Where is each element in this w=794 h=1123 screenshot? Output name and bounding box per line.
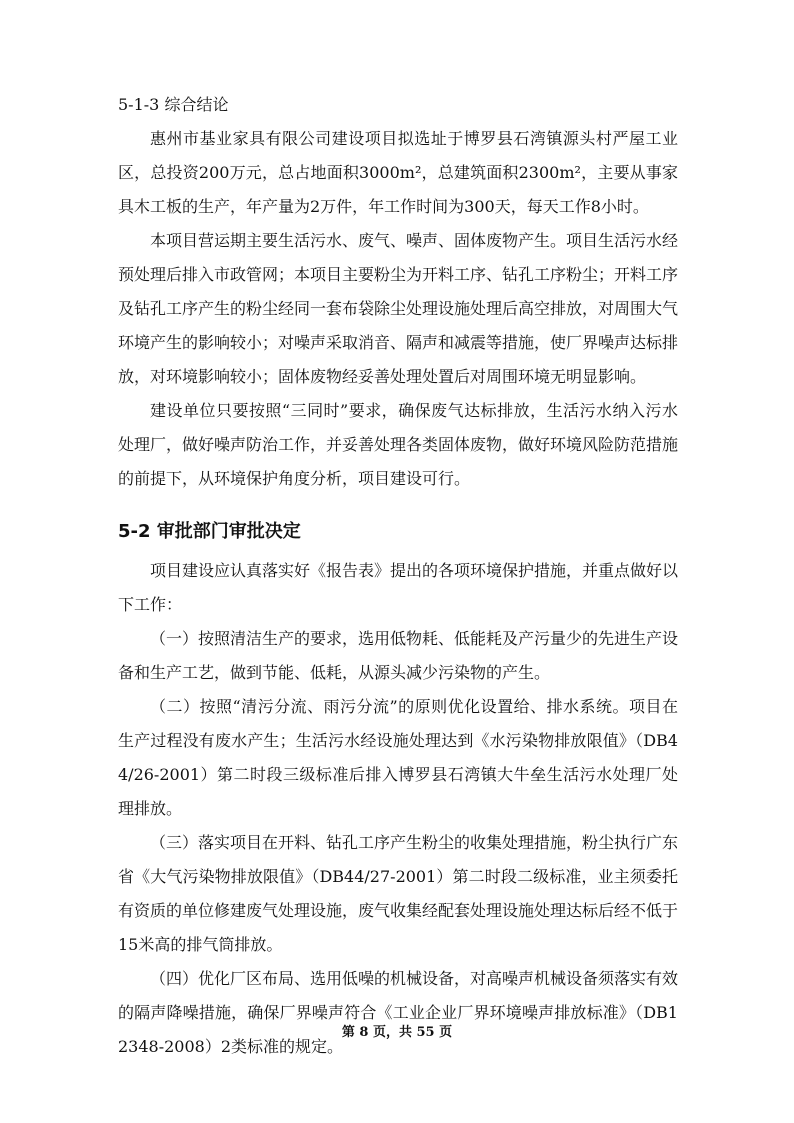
paragraph-pollutant-summary: 本项目营运期主要生活污水、废气、噪声、固体废物产生。项目生活污水经预处理后排入市政管网；本项目主要粉尘为开料工序、钻孔工序粉尘；开料工序及钻孔工序产生的粉尘经同一套布袋除尘处理设施处理后高空排放，对周围大气环境产生的影响较小；对噪声采取消音、隔声和减震等措施，使厂界噪声达标排放，对环境影响较小；固体废物经妥善处理处置后对周围环境无明显影响。 (118, 231, 679, 386)
paragraph-water-system: （二）按照“清污分流、雨污分流”的原则优化设置给、排水系统。项目在生产过程没有废水产生；生活污水经设施处理达到《水污染物排放限值》（DB44/26-2001）第二时段三级标准后排入博罗县石湾镇大牛垒生活污水处理厂处理排放。 (118, 697, 678, 818)
subsection-heading-5-1-3: 5-1-3 综合结论 (118, 95, 229, 114)
paragraph-dust-treatment: （三）落实项目在开料、钻孔工序产生粉尘的收集处理措施，粉尘执行广东省《大气污染物排放限值》（DB44/27-2001）第二时段二级标准，业主须委托有资质的单位修建废气处理设施，废气收集经配套处理设施处理达标后经不低于15米高的排气筒排放。 (118, 833, 679, 954)
paragraph-project-summary: 惠州市基业家具有限公司建设项目拟选址于博罗县石湾镇源头村严屋工业区，总投资200万元，总占地面积3000m²，总建筑面积2300m²，主要从事家具木工板的生产，年产量为2万件，年工作时间为300天，每天工作8小时。 (118, 129, 678, 216)
page-footer: 第 8 页，共 55 页 (341, 1025, 453, 1040)
paragraph-approval-intro: 项目建设应认真落实好《报告表》提出的各项环境保护措施，并重点做好以下工作： (118, 561, 679, 614)
paragraph-feasibility-conclusion: 建设单位只要按照“三同时”要求，确保废气达标排放，生活污水纳入污水处理厂，做好噪声防治工作，并妥善处理各类固体废物，做好环境风险防范措施的前提下，从环境保护角度分析，项目建设可行。 (118, 401, 679, 488)
paragraph-noise-control: （四）优化厂区布局、选用低噪的机械设备，对高噪声机械设备须落实有效的隔声降噪措施，确保厂界噪声符合《工业企业厂界环境噪声排放标准》（DB12348-2008）2类标准的规定。 (118, 969, 679, 1056)
section-heading-5-2: 5-2 审批部门审批决定 (118, 521, 301, 542)
paragraph-clean-production: （一）按照清洁生产的要求，选用低物耗、低能耗及产污量少的先进生产设备和生产工艺，做到节能、低耗，从源头减少污染物的产生。 (118, 629, 679, 682)
document-content (118, 88, 678, 1064)
